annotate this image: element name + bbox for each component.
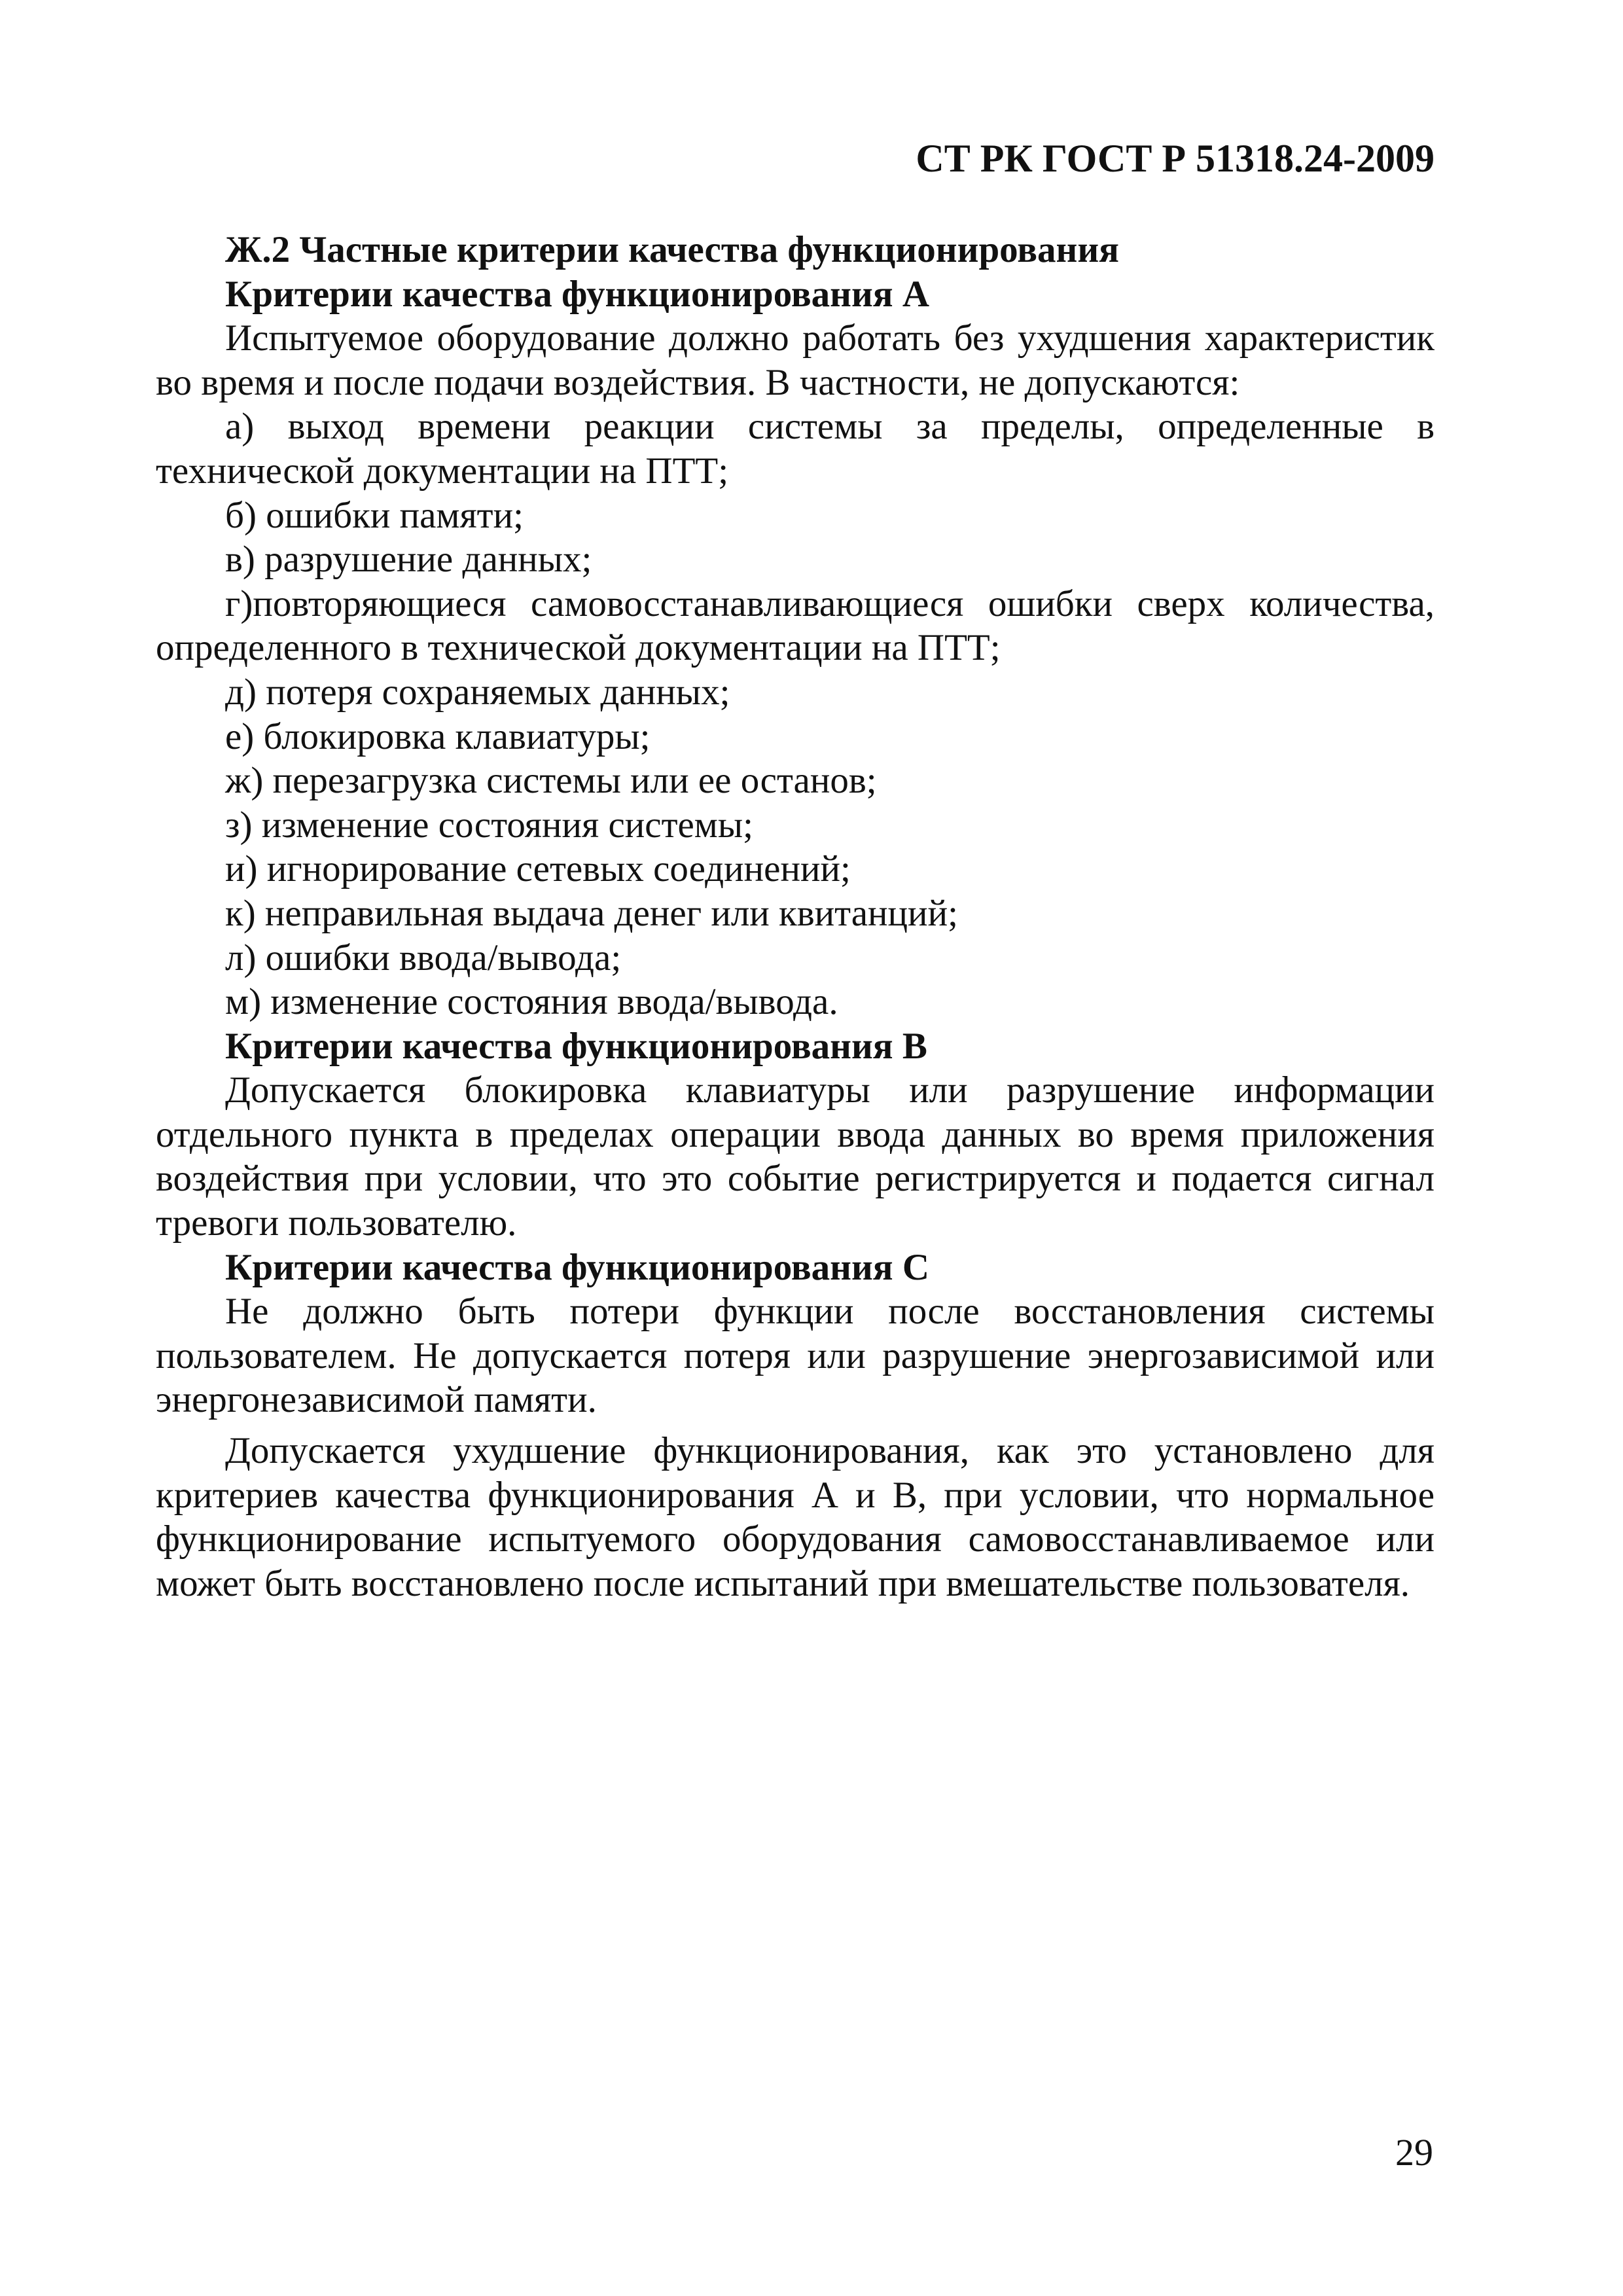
section-title: Ж.2 Частные критерии качества функционирования [225, 229, 1120, 270]
document-body [156, 228, 1435, 1605]
list-item: к) неправильная выдача денег или квитанций; [225, 892, 958, 934]
list-item: м) изменение состояния ввода/вывода. [225, 981, 838, 1023]
list-item: е) блокировка клавиатуры; [225, 715, 651, 757]
list-item: л) ошибки ввода/вывода; [225, 937, 622, 978]
list-item: г)повторяющиеся самовосстанавливающиеся ошибки сверх количества, определенного в технической документации на ПТТ; [156, 583, 1435, 669]
list-item: и) игнорирование сетевых соединений; [225, 848, 851, 890]
criteria-a-heading: Критерии качества функционирования А [225, 273, 930, 315]
list-item: а) выход времени реакции системы за пределы, определенные в технической документации на ПТТ; [156, 406, 1435, 492]
list-item: д) потеря сохраняемых данных; [225, 671, 730, 713]
list-item: в) разрушение данных; [225, 539, 592, 581]
page-number: 29 [1395, 2131, 1433, 2174]
list-item: з) изменение состояния системы; [225, 804, 753, 846]
criteria-c-text-2: Допускается ухудшение функционирования, как это установлено для критериев качества функционирования А и В, при условии, что нормальное функционирование испытуемого оборудования самовосстанавливаемое или может быть восстановлено после испытаний при вмешательстве пользователя. [156, 1430, 1435, 1604]
list-item: б) ошибки памяти; [225, 494, 524, 536]
criteria-a-intro: Испытуемое оборудование должно работать без ухудшения характеристик во время и после подачи воздействия. В частности, не допускаются: [156, 317, 1435, 403]
criteria-b-text: Допускается блокировка клавиатуры или разрушение информации отдельного пункта в пределах операции ввода данных во время приложения воздействия при условии, что это событие регистрируется и подается сигнал тревоги пользователю. [156, 1069, 1435, 1244]
criteria-c-text-1: Не должно быть потери функции после восстановления системы пользователем. Не допускается потеря или разрушение энергозависимой или энергонезависимой памяти. [156, 1291, 1435, 1421]
document-code: СТ РК ГОСТ Р 51318.24-2009 [916, 137, 1435, 180]
criteria-c-heading: Критерии качества функционирования С [225, 1246, 930, 1288]
criteria-b-heading: Критерии качества функционирования В [225, 1025, 927, 1067]
list-item: ж) перезагрузка системы или ее останов; [225, 760, 877, 802]
